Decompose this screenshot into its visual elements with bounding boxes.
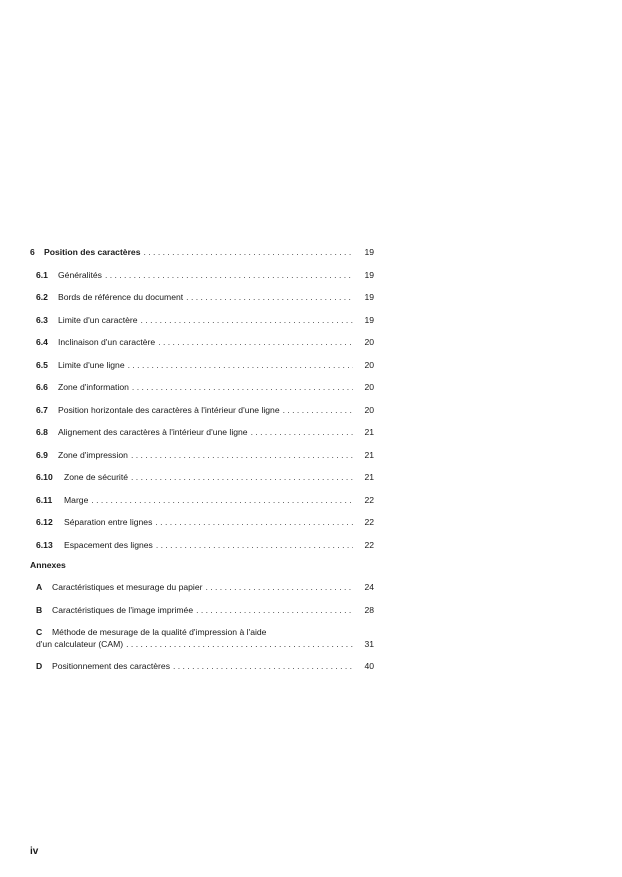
toc-leader [132,381,353,393]
toc-title: Généralités [58,269,102,280]
toc-section-6[interactable] [30,246,374,269]
toc-entry[interactable] [30,539,374,562]
toc-annex-entry[interactable] [30,626,374,660]
toc-entry[interactable] [30,381,374,404]
toc-leader [131,449,353,461]
toc-number: 6.6 [36,382,48,392]
toc-title: Position horizontale des caractères à l'intérieur d'une ligne [58,404,280,415]
toc-number: 6.11 [36,494,53,505]
toc-number: C [36,627,43,637]
toc-title: Marge [64,494,89,505]
toc-leader [131,471,353,483]
toc-annex-entry[interactable] [30,660,374,683]
toc-number: 6.12 [36,517,53,527]
toc-leader [158,336,353,348]
toc-page: 22 [364,494,374,505]
toc-number: 6.10 [36,472,53,482]
toc-number: B [36,604,43,615]
toc-page: 19 [364,247,374,257]
table-of-contents [30,246,374,683]
toc-number: 6.5 [36,359,48,370]
toc-entry[interactable] [30,314,374,337]
toc-leader [126,638,353,650]
toc-leader [173,660,353,672]
toc-leader [141,314,353,326]
toc-leader [251,426,353,438]
toc-page: 19 [364,292,374,302]
toc-entry[interactable] [30,404,374,427]
toc-entry[interactable] [30,471,374,494]
annexes-heading: Annexes [30,560,66,570]
toc-title: Caractéristiques et mesurage du papier [52,582,203,592]
toc-entry[interactable] [30,449,374,472]
toc-page: 19 [364,314,374,325]
toc-number: 6.8 [36,427,48,437]
toc-number: D [36,661,43,671]
toc-number: 6.7 [36,404,48,415]
toc-leader [156,539,353,551]
toc-leader [155,516,353,528]
toc-page: 21 [364,427,374,437]
toc-title: Position des caractères [44,247,141,257]
toc-page: 20 [364,404,374,415]
toc-page: 40 [364,661,374,671]
toc-page: 28 [364,604,374,615]
toc-page: 20 [364,337,374,347]
toc-page: 22 [364,517,374,527]
toc-entry[interactable] [30,269,374,292]
toc-leader [205,581,353,593]
toc-page: 22 [364,539,374,550]
toc-number: 6.2 [36,292,48,302]
toc-page: 21 [364,449,374,460]
toc-page: 21 [364,472,374,482]
toc-entry[interactable] [30,359,374,382]
toc-number: 6.1 [36,269,48,280]
toc-leader [283,404,353,416]
toc-title: Méthode de mesurage de la qualité d'impression à l'aide [52,627,267,637]
toc-annex-entry[interactable] [30,604,374,627]
toc-leader [144,246,354,258]
toc-number: 6.9 [36,449,48,460]
toc-leader [196,604,353,616]
toc-leader [186,291,353,303]
toc-annex-entry[interactable] [30,581,374,604]
toc-entry[interactable] [30,426,374,449]
toc-number: A [36,582,43,592]
toc-entry[interactable] [30,494,374,517]
toc-title: Zone d'impression [58,449,128,460]
toc-title-continued: d'un calculateur (CAM) [36,639,124,649]
toc-page: 19 [364,269,374,280]
toc-title: Inclinaison d'un caractère [58,337,156,347]
toc-number: 6.4 [36,337,48,347]
toc-entry[interactable] [30,336,374,359]
toc-number: 6 [30,247,35,257]
toc-number: 6.13 [36,539,53,550]
toc-title: Limite d'une ligne [58,359,125,370]
toc-page: 20 [364,382,374,392]
toc-leader [128,359,353,371]
toc-title: Zone d'information [58,382,129,392]
toc-leader [91,494,353,506]
toc-title: Alignement des caractères à l'intérieur d'une ligne [58,427,248,437]
toc-page: 24 [364,582,374,592]
toc-title: Bords de référence du document [58,292,184,302]
toc-title: Espacement des lignes [64,539,153,550]
toc-title: Positionnement des caractères [52,661,170,671]
toc-page: 20 [364,359,374,370]
toc-leader [105,269,353,281]
toc-page: 31 [364,639,374,649]
toc-entry[interactable] [30,291,374,314]
page-number: iv [30,846,39,857]
toc-title: Zone de sécurité [64,472,129,482]
toc-entry[interactable] [30,516,374,539]
toc-number: 6.3 [36,314,48,325]
toc-title: Séparation entre lignes [64,517,153,527]
toc-title: Caractéristiques de l'image imprimée [52,604,194,615]
toc-title: Limite d'un caractère [58,314,138,325]
